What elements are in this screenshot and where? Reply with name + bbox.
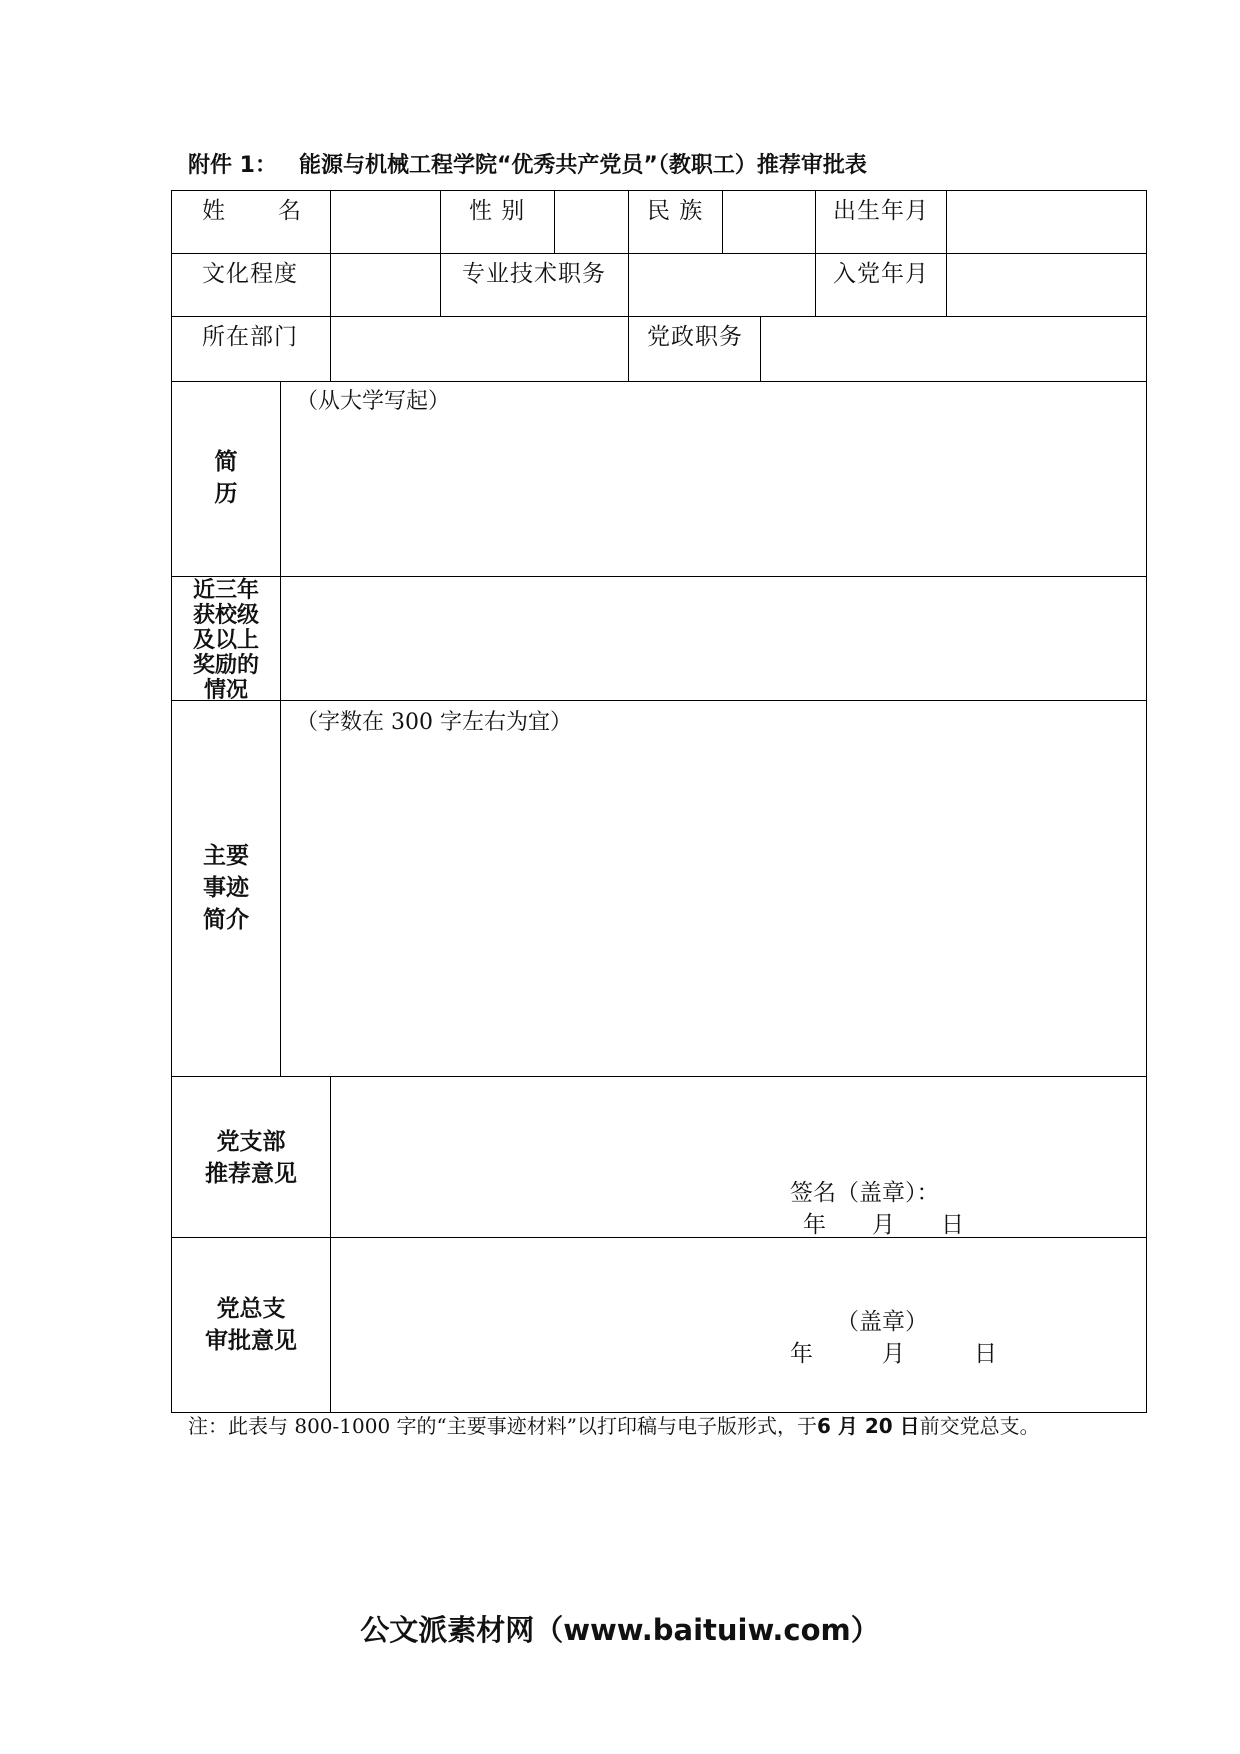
gender-field[interactable] bbox=[555, 191, 628, 253]
department-label: 所在部门 bbox=[202, 324, 298, 350]
deeds-label: 主要 事迹 简介 bbox=[203, 843, 249, 933]
birth-date-label: 出生年月 bbox=[833, 198, 929, 224]
party-position-label: 党政职务 bbox=[647, 324, 743, 350]
resume-hint: （从大学写起） bbox=[296, 389, 451, 414]
department-field[interactable] bbox=[331, 317, 628, 381]
resume-label: 简 历 bbox=[214, 449, 238, 507]
join-party-date-label: 入党年月 bbox=[833, 261, 929, 287]
title-prefix: 附件 1： bbox=[188, 153, 277, 178]
ethnicity-field[interactable] bbox=[723, 191, 815, 253]
education-label: 文化程度 bbox=[202, 261, 298, 287]
general-branch-seal-label: （盖章） bbox=[836, 1309, 928, 1335]
join-party-date-field[interactable] bbox=[947, 254, 1146, 316]
footer-watermark: 公文派素材网（www.baituiw.com） bbox=[360, 1613, 880, 1647]
education-field[interactable] bbox=[331, 254, 440, 316]
professional-title-label: 专业技术职务 bbox=[462, 261, 606, 287]
document-title-line bbox=[188, 148, 867, 179]
branch-date-label: 年 月 日 bbox=[803, 1212, 964, 1238]
branch-recommendation-label: 党支部 推荐意见 bbox=[205, 1129, 297, 1187]
branch-signature-label: 签名（盖章）： bbox=[790, 1180, 940, 1206]
deeds-field[interactable] bbox=[281, 701, 1146, 1076]
deadline-text: 6 月 20 日 bbox=[817, 1414, 920, 1438]
professional-title-field[interactable] bbox=[629, 254, 815, 316]
general-branch-opinion-field[interactable] bbox=[331, 1238, 1146, 1412]
name-label: 姓 名 bbox=[202, 198, 302, 224]
deeds-hint: （字数在 300 字左右为宜） bbox=[296, 710, 572, 735]
document-title: 能源与机械工程学院“优秀共产党员”（教职工）推荐审批表 bbox=[298, 153, 867, 178]
branch-opinion-field[interactable] bbox=[331, 1077, 1146, 1237]
general-branch-date-label: 年 月 日 bbox=[790, 1341, 997, 1367]
gender-label: 性 别 bbox=[469, 198, 526, 224]
awards-label: 近三年 获校级 及以上 奖励的 情况 bbox=[192, 578, 259, 703]
ethnicity-label: 民 族 bbox=[647, 198, 704, 224]
party-position-field[interactable] bbox=[761, 317, 1146, 381]
general-branch-approval-label: 党总支 审批意见 bbox=[205, 1296, 297, 1354]
awards-field[interactable] bbox=[281, 577, 1146, 700]
submission-note: 注：此表与 800-1000 字的“主要事迹材料”以打印稿与电子版形式，于6 月 20 日前交党总支。 bbox=[188, 1414, 1040, 1438]
resume-field[interactable] bbox=[281, 382, 1146, 576]
birth-date-field[interactable] bbox=[947, 191, 1146, 253]
name-field[interactable] bbox=[331, 191, 440, 253]
